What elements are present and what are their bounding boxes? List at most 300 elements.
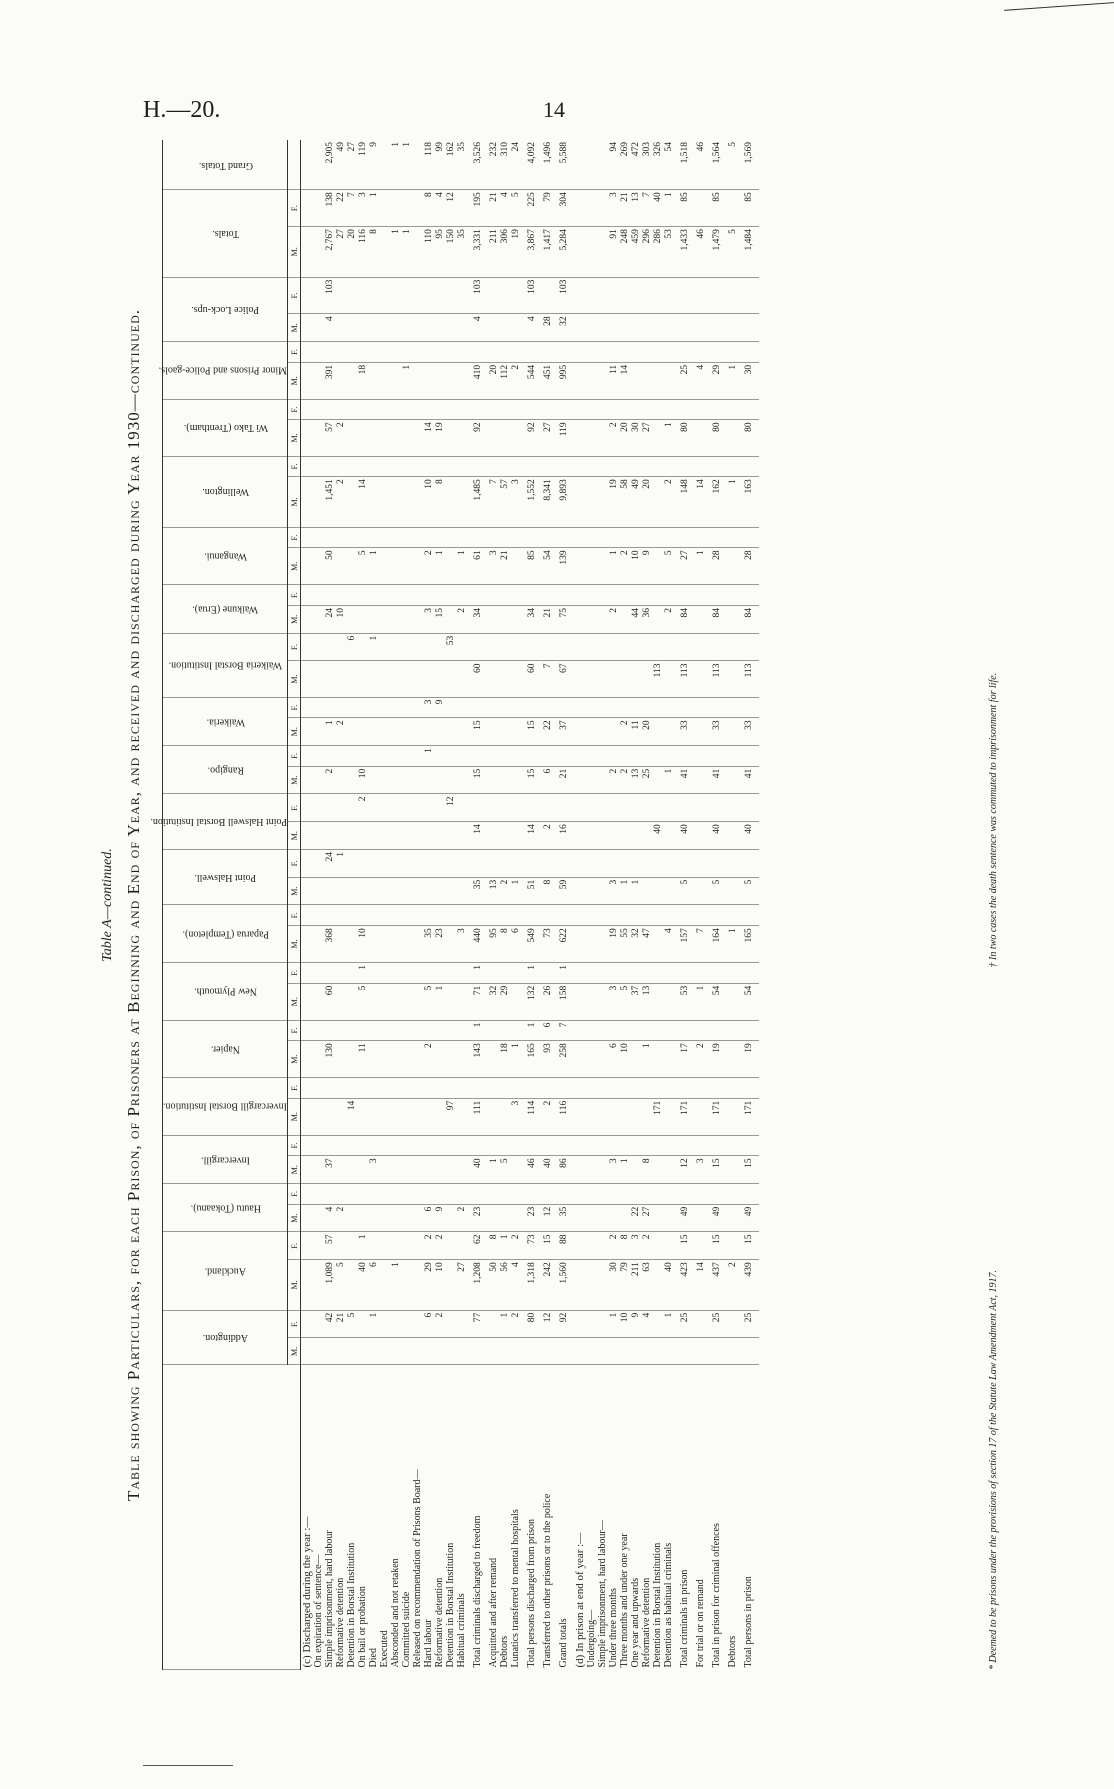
table-cell [412, 794, 423, 822]
table-cell [368, 963, 379, 984]
table-cell: 9 [368, 140, 379, 190]
table-cell: 286 [652, 227, 663, 277]
table-cell [412, 1098, 423, 1135]
table-cell [695, 1310, 706, 1338]
table-cell: 304 [553, 190, 574, 227]
table-cell [379, 1020, 390, 1041]
table-cell [641, 1078, 652, 1099]
table-cell [390, 420, 401, 456]
table-cell [324, 1098, 335, 1135]
table-cell [553, 850, 574, 878]
table-cell: 15 [674, 1232, 695, 1260]
table-cell [652, 718, 663, 746]
table-cell [456, 1232, 467, 1260]
table-cell [390, 527, 401, 548]
table-cell [597, 633, 608, 661]
table-cell [608, 661, 619, 697]
table-cell [324, 527, 335, 548]
table-cell: 2 [423, 1041, 434, 1078]
table-cell [412, 905, 423, 926]
table-cell: 95 [434, 227, 445, 277]
table-cell: 60 [467, 661, 488, 697]
table-cell: 41 [674, 766, 695, 794]
table-cell [574, 1338, 586, 1365]
table-cell [663, 661, 674, 697]
table-cell: 242 [542, 1260, 553, 1310]
table-row [510, 140, 521, 1670]
table-cell: 10 [423, 477, 434, 527]
table-cell: 30 [738, 362, 759, 399]
table-cell: 4,092 [521, 140, 542, 190]
table-cell [499, 850, 510, 878]
column-header: Invercargill Borstal Institution. [163, 1078, 288, 1136]
table-cell [379, 548, 390, 585]
table-cell [542, 342, 553, 363]
sex-subheader: F. [288, 585, 301, 606]
table-cell: 103 [521, 277, 542, 314]
row-label: Hard labour [423, 1619, 434, 1668]
table-cell: 86 [553, 1156, 574, 1184]
table-cell: 1 [390, 1260, 401, 1310]
row-label: Lunatics transferred to mental hospitals [510, 1509, 521, 1668]
table-cell: 36 [641, 605, 652, 633]
table-cell [423, 661, 434, 697]
table-cell [301, 314, 314, 342]
table-cell [412, 983, 423, 1020]
table-cell [674, 1020, 695, 1041]
table-cell: 33 [738, 718, 759, 746]
table-cell [706, 850, 727, 878]
table-cell: 54 [663, 140, 674, 190]
column-header: Point Halswell. [163, 850, 288, 906]
table-cell: 93 [542, 1041, 553, 1078]
table-cell: 8 [488, 1232, 499, 1260]
table-cell: 6 [542, 766, 553, 794]
table-cell: 171 [652, 1098, 663, 1135]
table-cell [641, 1184, 652, 1205]
table-cell: 59 [553, 877, 574, 905]
sex-subheader: F. [288, 342, 301, 363]
table-cell [510, 1020, 521, 1041]
table-cell [401, 277, 412, 314]
table-cell: 49 [335, 140, 346, 190]
table-cell [434, 794, 445, 822]
table-cell: 9 [641, 548, 652, 585]
table-cell [324, 342, 335, 363]
table-cell [313, 1098, 324, 1135]
table-cell [346, 1338, 357, 1365]
table-cell: 92 [521, 420, 542, 456]
table-cell [324, 1184, 335, 1205]
table-cell [738, 277, 759, 314]
table-cell [401, 746, 412, 767]
table-cell [434, 362, 445, 399]
row-label: Simple imprisonment, hard labour— [597, 1520, 608, 1668]
table-cell [390, 1135, 401, 1156]
table-cell [379, 1041, 390, 1078]
table-row [379, 140, 390, 1670]
table-cell [357, 585, 368, 606]
table-cell: 1 [727, 362, 738, 399]
table-cell [301, 548, 314, 585]
table-cell [652, 342, 663, 363]
table-cell [368, 766, 379, 794]
table-cell [597, 1338, 608, 1365]
table-cell [738, 633, 759, 661]
table-cell: 7 [695, 926, 706, 963]
table-cell [456, 983, 467, 1020]
table-cell [488, 1135, 499, 1156]
table-cell: 7 [641, 190, 652, 227]
table-cell [488, 1184, 499, 1205]
table-cell [335, 877, 346, 905]
table-cell [727, 1310, 738, 1338]
table-cell [412, 1260, 423, 1310]
table-cell [335, 1041, 346, 1078]
table-cell [488, 1204, 499, 1232]
table-cell [586, 314, 597, 342]
table-row [357, 140, 368, 1670]
table-cell: 73 [542, 926, 553, 963]
table-cell [608, 746, 619, 767]
rotated-table-page [100, 140, 1020, 1670]
table-cell: 5 [357, 548, 368, 585]
table-cell [499, 905, 510, 926]
table-cell: 132 [521, 983, 542, 1020]
table-cell [335, 697, 346, 718]
table-cell: 5 [357, 983, 368, 1020]
table-cell [574, 1184, 586, 1205]
table-cell [706, 633, 727, 661]
table-cell [608, 905, 619, 926]
sex-subheader: M. [288, 420, 301, 456]
table-cell [586, 342, 597, 363]
table-cell [586, 1310, 597, 1338]
table-cell [301, 190, 314, 227]
table-cell [357, 905, 368, 926]
table-cell [401, 822, 412, 850]
table-cell [652, 527, 663, 548]
table-cell [499, 399, 510, 420]
row-label: Reformative detention [641, 1577, 652, 1668]
table-cell: 165 [738, 926, 759, 963]
table-cell [706, 1078, 727, 1099]
table-cell [324, 1338, 335, 1365]
table-cell [335, 963, 346, 984]
table-cell [467, 1184, 488, 1205]
table-cell [357, 527, 368, 548]
table-cell [630, 362, 641, 399]
table-cell [521, 456, 542, 477]
column-header: Waikeria Borstal Institution. [163, 633, 288, 697]
table-cell [445, 399, 456, 420]
table-cell [608, 277, 619, 314]
table-cell: 1 [401, 140, 412, 190]
table-cell: 549 [521, 926, 542, 963]
table-cell [335, 399, 346, 420]
table-cell: 25 [674, 1310, 695, 1338]
sex-subheader: F. [288, 190, 301, 227]
table-cell [630, 963, 641, 984]
table-cell [695, 822, 706, 850]
table-cell: 60 [324, 983, 335, 1020]
table-cell: 37 [324, 1156, 335, 1184]
table-cell [301, 746, 314, 767]
table-cell: 6 [423, 1204, 434, 1232]
table-cell [574, 585, 586, 606]
table-cell [401, 420, 412, 456]
table-cell [586, 1098, 597, 1135]
table-cell: 6 [346, 633, 357, 661]
table-cell [346, 1041, 357, 1078]
table-cell [390, 1204, 401, 1232]
table-cell [727, 794, 738, 822]
table-cell: 25 [738, 1310, 759, 1338]
table-cell [574, 399, 586, 420]
table-cell [630, 1156, 641, 1184]
table-cell [313, 1204, 324, 1232]
table-cell [499, 585, 510, 606]
table-cell [652, 362, 663, 399]
table-cell [445, 1338, 456, 1365]
table-cell [412, 342, 423, 363]
table-cell [695, 1232, 706, 1260]
table-cell: 85 [674, 190, 695, 227]
table-cell [706, 905, 727, 926]
table-cell: 225 [521, 190, 542, 227]
table-cell [401, 766, 412, 794]
table-cell [390, 342, 401, 363]
table-cell [335, 983, 346, 1020]
table-cell: 423 [674, 1260, 695, 1310]
table-cell [695, 1098, 706, 1135]
table-cell [663, 456, 674, 477]
table-cell [652, 905, 663, 926]
table-cell [695, 190, 706, 227]
table-cell: 103 [467, 277, 488, 314]
table-cell: 113 [738, 661, 759, 697]
table-cell [467, 633, 488, 661]
table-cell [423, 850, 434, 878]
table-cell [379, 140, 390, 190]
table-cell [619, 527, 630, 548]
table-cell [488, 1098, 499, 1135]
table-cell: 15 [521, 718, 542, 746]
table-cell [423, 585, 434, 606]
table-cell [324, 456, 335, 477]
table-cell: 3 [630, 1232, 641, 1260]
table-cell [313, 877, 324, 905]
table-cell [445, 456, 456, 477]
table-cell [641, 1135, 652, 1156]
table-cell: 4 [499, 190, 510, 227]
table-cell [663, 342, 674, 363]
table-cell [652, 1338, 663, 1365]
table-cell [335, 661, 346, 697]
table-cell [597, 1260, 608, 1310]
table-cell [738, 746, 759, 767]
table-cell [652, 963, 663, 984]
table-cell [423, 527, 434, 548]
table-cell [521, 850, 542, 878]
table-cell [445, 746, 456, 767]
table-cell [488, 527, 499, 548]
table-cell [597, 420, 608, 456]
table-cell: 2 [324, 766, 335, 794]
table-cell [434, 1078, 445, 1099]
table-cell [379, 1310, 390, 1338]
table-cell [499, 605, 510, 633]
table-cell: 103 [553, 277, 574, 314]
table-cell [335, 277, 346, 314]
table-cell [597, 1310, 608, 1338]
table-cell [727, 822, 738, 850]
table-cell: 2 [510, 1310, 521, 1338]
table-cell [695, 1020, 706, 1041]
table-cell [401, 548, 412, 585]
table-cell [727, 963, 738, 984]
table-cell: 40 [706, 822, 727, 850]
table-cell: 46 [521, 1156, 542, 1184]
table-cell [574, 926, 586, 963]
table-cell [727, 314, 738, 342]
sex-subheader: F. [288, 1310, 301, 1338]
table-cell: 2 [619, 766, 630, 794]
table-cell: 1 [553, 963, 574, 984]
sex-subheader: F. [288, 1232, 301, 1260]
table-cell: 1 [619, 1156, 630, 1184]
table-cell: 1 [368, 190, 379, 227]
table-cell: 410 [467, 362, 488, 399]
row-label: Transferred to other prisons or to the police [542, 1493, 553, 1668]
table-cell [488, 1020, 499, 1041]
table-cell: 3,331 [467, 227, 488, 277]
corner-rule [1004, 2, 1114, 11]
table-cell [652, 1260, 663, 1310]
table-cell [313, 1184, 324, 1205]
table-cell [586, 1338, 597, 1365]
table-cell [542, 1184, 553, 1205]
table-cell: 57 [499, 477, 510, 527]
table-row [706, 140, 727, 1670]
table-cell: 28 [738, 548, 759, 585]
table-cell [586, 1041, 597, 1078]
row-label: Reformative detention [335, 1577, 346, 1668]
table-cell [456, 1338, 467, 1365]
table-cell [641, 1338, 652, 1365]
table-cell [456, 850, 467, 878]
table-cell [301, 1338, 314, 1365]
table-cell: 310 [499, 140, 510, 190]
sex-subheader: M. [288, 877, 301, 905]
table-cell: 1 [488, 1156, 499, 1184]
table-cell [553, 633, 574, 661]
table-cell: 22 [542, 718, 553, 746]
table-cell [727, 548, 738, 585]
table-cell [597, 1135, 608, 1156]
table-cell: 53 [674, 983, 695, 1020]
table-cell [663, 983, 674, 1020]
table-cell [510, 1204, 521, 1232]
table-cell [346, 477, 357, 527]
table-cell [313, 1232, 324, 1260]
table-cell [379, 1135, 390, 1156]
table-cell [608, 697, 619, 718]
table-cell: 3 [608, 877, 619, 905]
table-cell [346, 822, 357, 850]
table-cell [695, 1338, 706, 1365]
table-cell: 103 [324, 277, 335, 314]
table-cell [663, 963, 674, 984]
table-cell [706, 399, 727, 420]
table-cell [301, 277, 314, 314]
table-cell: 20 [346, 227, 357, 277]
table-cell: 1 [423, 746, 434, 767]
table-cell [510, 1338, 521, 1365]
table-row [586, 140, 597, 1670]
table-cell [434, 314, 445, 342]
table-cell [301, 1020, 314, 1041]
table-cell: 5 [706, 877, 727, 905]
table-cell: 544 [521, 362, 542, 399]
table-cell [379, 420, 390, 456]
table-cell: 79 [619, 1260, 630, 1310]
table-cell [674, 342, 695, 363]
table-cell [499, 963, 510, 984]
table-cell [674, 399, 695, 420]
table-cell [619, 697, 630, 718]
table-cell [488, 697, 499, 718]
table-cell [738, 794, 759, 822]
table-cell: 32 [488, 983, 499, 1020]
table-cell [597, 605, 608, 633]
row-label: Debtors [499, 1635, 510, 1668]
table-cell [630, 697, 641, 718]
table-cell [727, 342, 738, 363]
table-cell [445, 905, 456, 926]
table-cell [727, 661, 738, 697]
table-cell [630, 1338, 641, 1365]
table-cell [663, 877, 674, 905]
table-cell [434, 527, 445, 548]
table-cell [597, 822, 608, 850]
table-cell [301, 362, 314, 399]
table-cell: 459 [630, 227, 641, 277]
table-cell [586, 585, 597, 606]
table-cell [346, 877, 357, 905]
table-cell [456, 1184, 467, 1205]
table-cell: 995 [553, 362, 574, 399]
table-cell: 162 [706, 477, 727, 527]
table-cell [368, 661, 379, 697]
sex-subheader-blank [288, 140, 301, 190]
table-cell [456, 794, 467, 822]
column-header: Paparua (Templeton). [163, 905, 288, 963]
table-cell: 19 [434, 420, 445, 456]
table-cell: 12 [542, 1310, 553, 1338]
table-cell [510, 456, 521, 477]
table-cell: 2 [608, 1232, 619, 1260]
table-cell: 57 [324, 1232, 335, 1260]
table-cell [412, 766, 423, 794]
table-cell [335, 1184, 346, 1205]
table-cell [456, 822, 467, 850]
table-cell: 1 [434, 548, 445, 585]
table-cell: 57 [324, 420, 335, 456]
table-cell: 23 [521, 1204, 542, 1232]
table-cell [379, 926, 390, 963]
table-cell: 1,318 [521, 1260, 542, 1310]
